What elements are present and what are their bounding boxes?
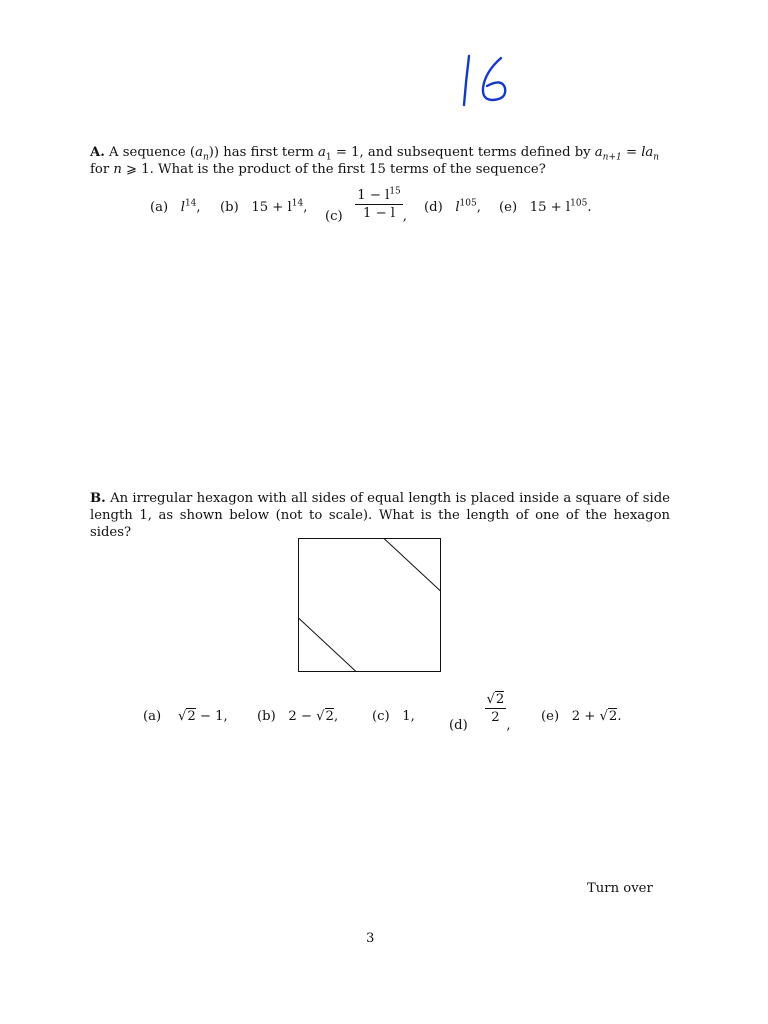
- turn-over-note: Turn over: [587, 881, 653, 896]
- hexagon-corner-cut-bottom-left: [299, 618, 357, 672]
- square-outline: [299, 539, 441, 672]
- square-hexagon-figure: [298, 538, 442, 672]
- option-d: (d) $l^{105}$,: [424, 198, 481, 215]
- question-a-options: [0, 186, 768, 230]
- option-d: (d) $\frac{√2}{2}$ ,: [449, 692, 511, 733]
- option-e: (e) 2 + √2.: [541, 709, 622, 724]
- option-c: (c) 1,: [372, 709, 415, 724]
- question-b-options: [0, 692, 768, 740]
- option-c: (c) $\frac{1 - l^{15}}{1 - l}$ ,: [325, 186, 407, 224]
- handwritten-score: [455, 50, 525, 110]
- option-c-fraction: $\frac{1 - l^{15}}{1 - l}$: [357, 186, 401, 221]
- question-b-label: B.: [90, 491, 106, 506]
- page-number: 3: [366, 931, 375, 946]
- option-a: (a) $l^{14}$,: [150, 198, 201, 215]
- question-a-label: A.: [90, 145, 105, 160]
- option-e: (e) $15 + l^{105}$.: [499, 198, 592, 215]
- question-a-text: A. A sequence $(a_n)$) has first term $a_1 = 1$, and subsequent terms defined by $a_{n+1} = la_n$ for n ⩾ 1. What is the product of the first 15 terms of the sequence?: [90, 145, 660, 177]
- option-d-fraction: $\frac{√2}{2}$: [486, 692, 505, 725]
- question-b-text: B. An irregular hexagon with all sides of equal length is placed inside a square of side length 1, as shown below (not to scale). What is the length of one of the hexagon sides?: [90, 491, 670, 540]
- hexagon-corner-cut-top-right: [384, 539, 441, 592]
- option-a: (a) √2 − 1,: [143, 709, 228, 724]
- option-b: (b) 2 − √2,: [257, 709, 339, 724]
- option-b: (b) $15 + l^{14}$,: [220, 198, 308, 215]
